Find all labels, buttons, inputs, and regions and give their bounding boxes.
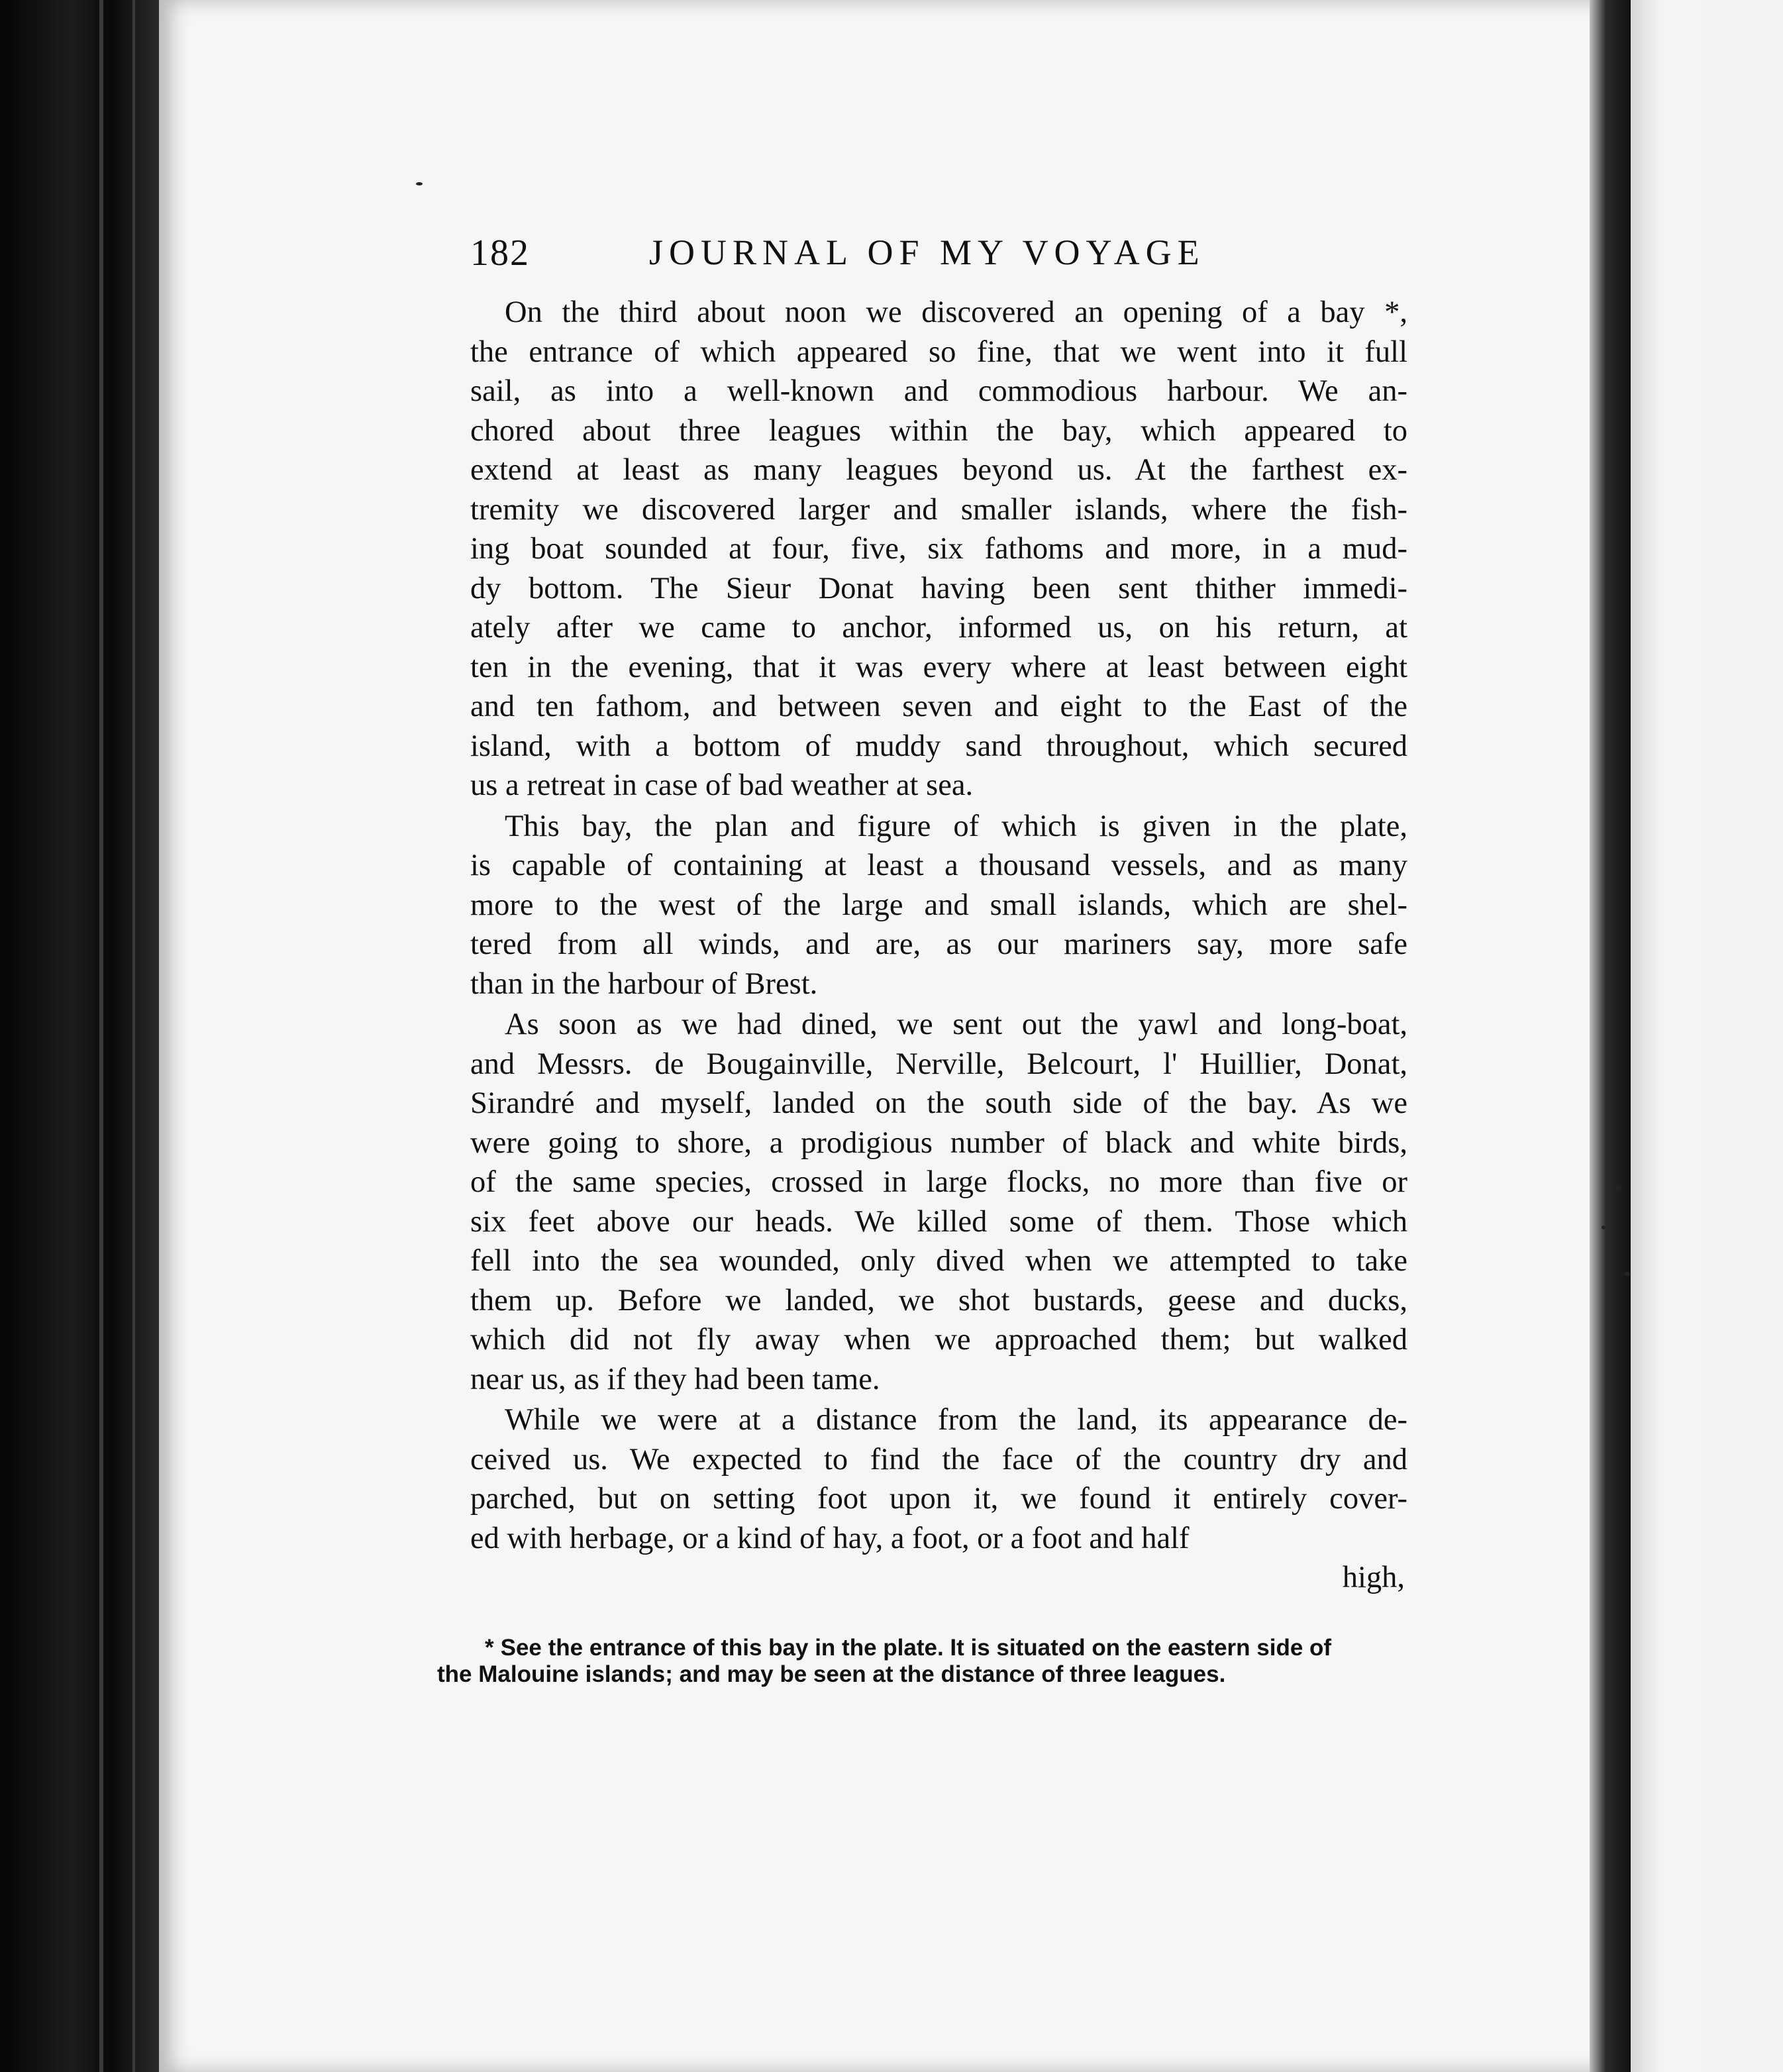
binding-edge — [132, 0, 135, 2072]
text-line: fell into the sea wounded, only dived when we attempted to take — [470, 1244, 1407, 1278]
body-text — [470, 293, 1407, 1558]
text-line: more to the west of the large and small islands, which are shel- — [470, 888, 1407, 922]
footnote-text: See the entrance of this bay in the plate. It is situated on the eastern side of — [500, 1635, 1332, 1661]
catchword: high, — [1342, 1561, 1405, 1594]
text-line: ceived us. We expected to find the face of the country dry and — [470, 1442, 1407, 1476]
text-line: six feet above our heads. We killed some of them. Those which — [470, 1204, 1407, 1239]
text-line: extend at least as many leagues beyond us. At the farthest ex- — [470, 453, 1407, 487]
text-line: This bay, the plan and figure of which is given in the plate, — [505, 809, 1407, 843]
footnote-line: the Malouine islands; and may be seen at the distance of three leagues. — [437, 1661, 1226, 1687]
footnote-line — [437, 1635, 1388, 1661]
text-line: them up. Before we landed, we shot bustards, geese and ducks, — [470, 1283, 1407, 1318]
text-line: ten in the evening, that it was every where at least between eight — [470, 650, 1407, 684]
text-line: which did not fly away when we approached them; but walked — [470, 1323, 1407, 1357]
scan-speck — [1624, 1272, 1630, 1276]
text-line: and Messrs. de Bougainville, Nerville, Belcourt, l' Huillier, Donat, — [470, 1047, 1407, 1081]
page-number: 182 — [470, 233, 530, 274]
paragraph — [470, 807, 1407, 1004]
text-line: dy bottom. The Sieur Donat having been sent thither immedi- — [470, 571, 1407, 605]
binding-edge — [99, 0, 103, 2072]
text-line: us a retreat in case of bad weather at sea. — [470, 768, 974, 802]
paragraph — [470, 1400, 1407, 1558]
page-fold — [1590, 0, 1631, 2072]
text-line: parched, but on setting foot upon it, we found it entirely cover- — [470, 1482, 1407, 1516]
text-line: and ten fathom, and between seven and eight to the East of the — [470, 690, 1407, 723]
text-line: tremity we discovered larger and smaller islands, where the fish- — [470, 492, 1407, 527]
scan-speck — [1602, 1225, 1605, 1229]
text-line: than in the harbour of Brest. — [470, 966, 818, 1001]
text-line: Sirandré and myself, landed on the south side of the bay. As we — [470, 1086, 1407, 1120]
text-line: near us, as if they had been tame. — [470, 1362, 880, 1396]
paragraph — [470, 1005, 1407, 1399]
paragraph — [470, 293, 1407, 805]
facing-page-edge — [1631, 0, 1783, 2072]
text-line: ately after we came to anchor, informed us, on his return, at — [470, 611, 1407, 645]
footnote — [437, 1635, 1388, 1688]
running-title: JOURNAL OF MY VOYAGE — [649, 233, 1205, 272]
text-line: the entrance of which appeared so fine, that we went into it full — [470, 335, 1407, 369]
footnote-marker: * — [485, 1635, 494, 1661]
text-line: is capable of containing at least a thousand vessels, and as many — [470, 849, 1407, 882]
book-gutter — [0, 0, 159, 2072]
text-line: As soon as we had dined, we sent out the yawl and long-boat, — [505, 1008, 1407, 1041]
text-line: On the third about noon we discovered an opening of a bay *, — [505, 295, 1407, 329]
text-line: island, with a bottom of muddy sand throughout, which secured — [470, 729, 1407, 763]
text-line: were going to shore, a prodigious number of black and white birds, — [470, 1125, 1407, 1160]
text-line: chored about three leagues within the bay, which appeared to — [470, 413, 1407, 448]
page-text — [470, 232, 1407, 1598]
text-line: ed with herbage, or a kind of hay, a foot, or a foot and half — [470, 1521, 1190, 1555]
text-line: While we were at a distance from the land, its appearance de- — [505, 1403, 1407, 1437]
running-head — [470, 232, 1407, 278]
text-line: sail, as into a well-known and commodious harbour. We an- — [470, 374, 1407, 408]
scan-speck — [416, 182, 423, 185]
text-line: of the same species, crossed in large flocks, no more than five or — [470, 1165, 1407, 1199]
text-line: tered from all winds, and are, as our mariners say, more safe — [470, 927, 1407, 961]
scan-speck — [1616, 1186, 1621, 1191]
text-line: ing boat sounded at four, five, six fathoms and more, in a mud- — [470, 532, 1407, 566]
